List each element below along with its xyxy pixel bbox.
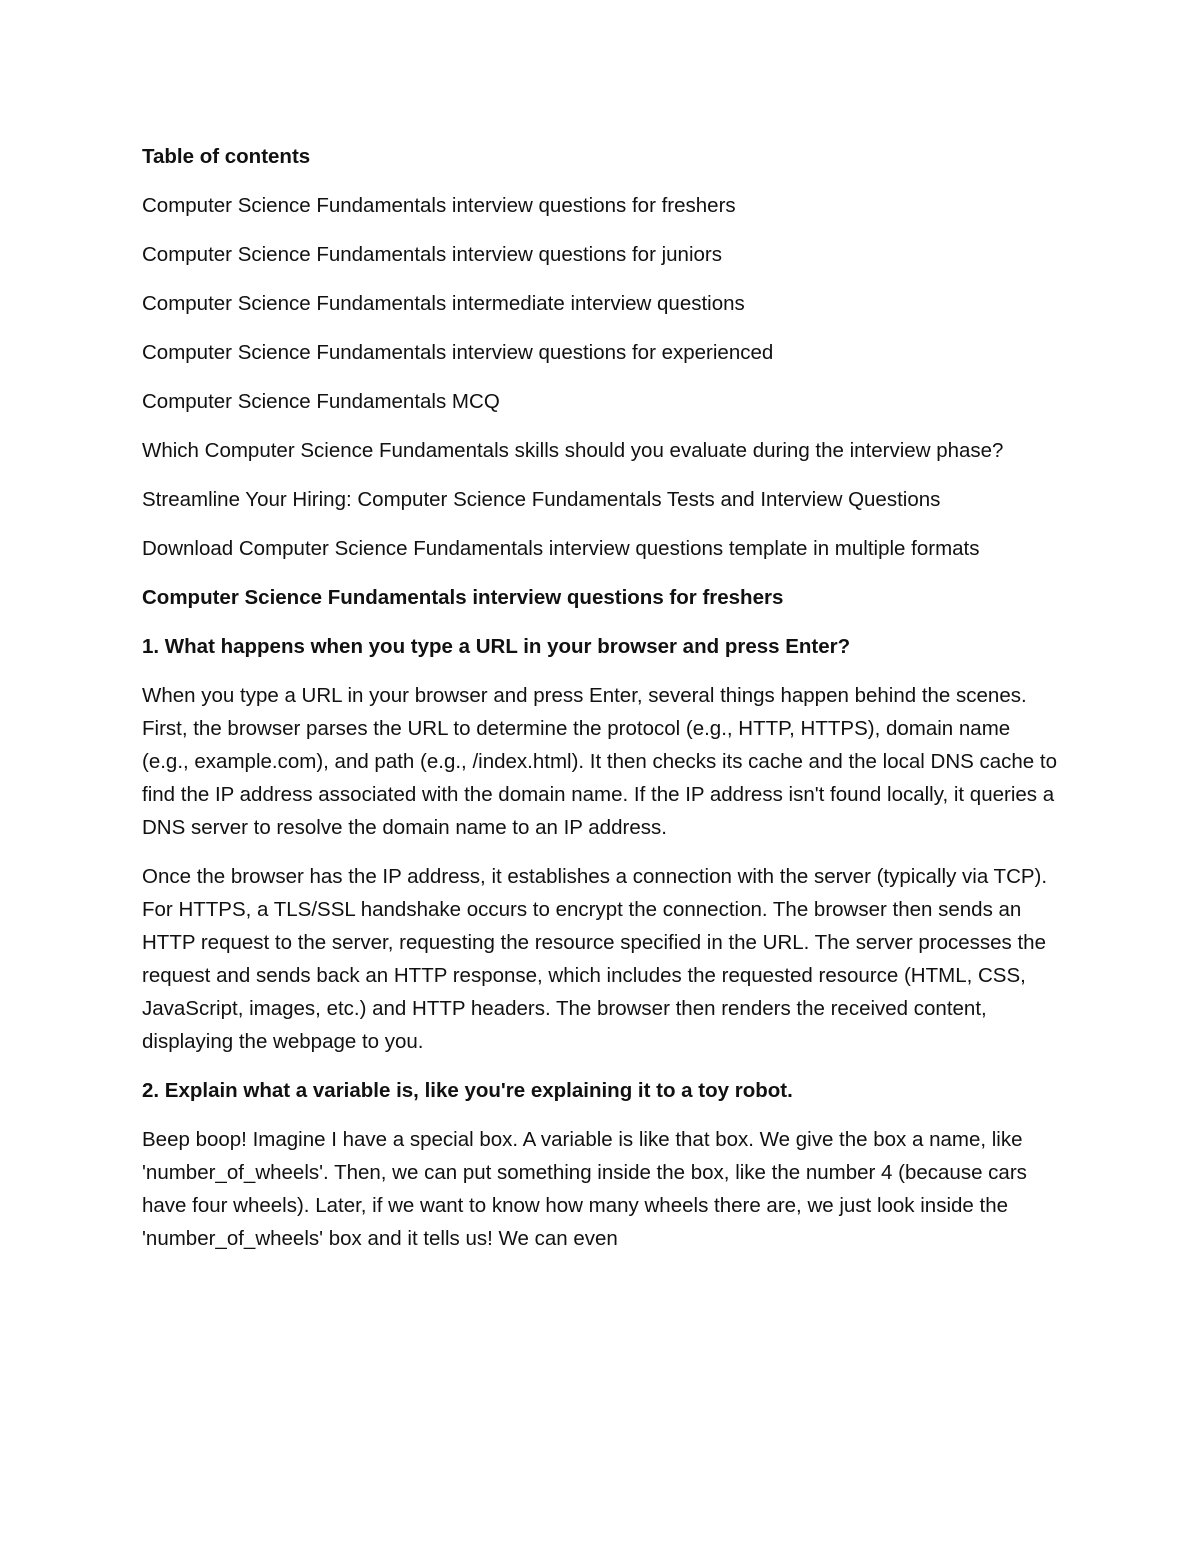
toc-item[interactable]: Streamline Your Hiring: Computer Science Fundamentals Tests and Interview Questions xyxy=(142,488,941,511)
document-page xyxy=(142,140,1062,1271)
toc-item[interactable]: Which Computer Science Fundamentals skills should you evaluate during the interview phase? xyxy=(142,439,1004,462)
question-heading: 1. What happens when you type a URL in your browser and press Enter? xyxy=(142,635,851,658)
answer-paragraph: Beep boop! Imagine I have a special box. A variable is like that box. We give the box a name, like 'number_of_wheels'. Then, we can put something inside the box, like the number 4 (because cars have four wheels). Later, if we want to know how many wheels there are, we just look inside the 'number_of_wheels' box and it tells us! We can even xyxy=(142,1128,1027,1250)
question-heading: 2. Explain what a variable is, like you're explaining it to a toy robot. xyxy=(142,1079,793,1102)
section-heading: Computer Science Fundamentals interview questions for freshers xyxy=(142,586,784,609)
answer-paragraph: When you type a URL in your browser and press Enter, several things happen behind the scenes. First, the browser parses the URL to determine the protocol (e.g., HTTP, HTTPS), domain name (e.g., example.com), and path (e.g., /index.html). It then checks its cache and the local DNS cache to find the IP address associated with the domain name. If the IP address isn't found locally, it queries a DNS server to resolve the domain name to an IP address. xyxy=(142,684,1057,839)
table-of-contents xyxy=(142,140,1062,565)
toc-item[interactable]: Computer Science Fundamentals interview questions for experienced xyxy=(142,341,774,364)
toc-item[interactable]: Computer Science Fundamentals intermediate interview questions xyxy=(142,292,745,315)
toc-item[interactable]: Computer Science Fundamentals interview questions for freshers xyxy=(142,194,736,217)
toc-heading: Table of contents xyxy=(142,145,311,168)
toc-item[interactable]: Download Computer Science Fundamentals interview questions template in multiple formats xyxy=(142,537,980,560)
question-block xyxy=(142,1074,1062,1255)
question-block xyxy=(142,630,1062,1058)
toc-item[interactable]: Computer Science Fundamentals MCQ xyxy=(142,390,500,413)
answer-paragraph: Once the browser has the IP address, it establishes a connection with the server (typically via TCP). For HTTPS, a TLS/SSL handshake occurs to encrypt the connection. The browser then sends an HTTP request to the server, requesting the resource specified in the URL. The server processes the request and sends back an HTTP response, which includes the requested resource (HTML, CSS, JavaScript, images, etc.) and HTTP headers. The browser then renders the received content, displaying the webpage to you. xyxy=(142,865,1048,1053)
toc-item[interactable]: Computer Science Fundamentals interview questions for juniors xyxy=(142,243,722,266)
